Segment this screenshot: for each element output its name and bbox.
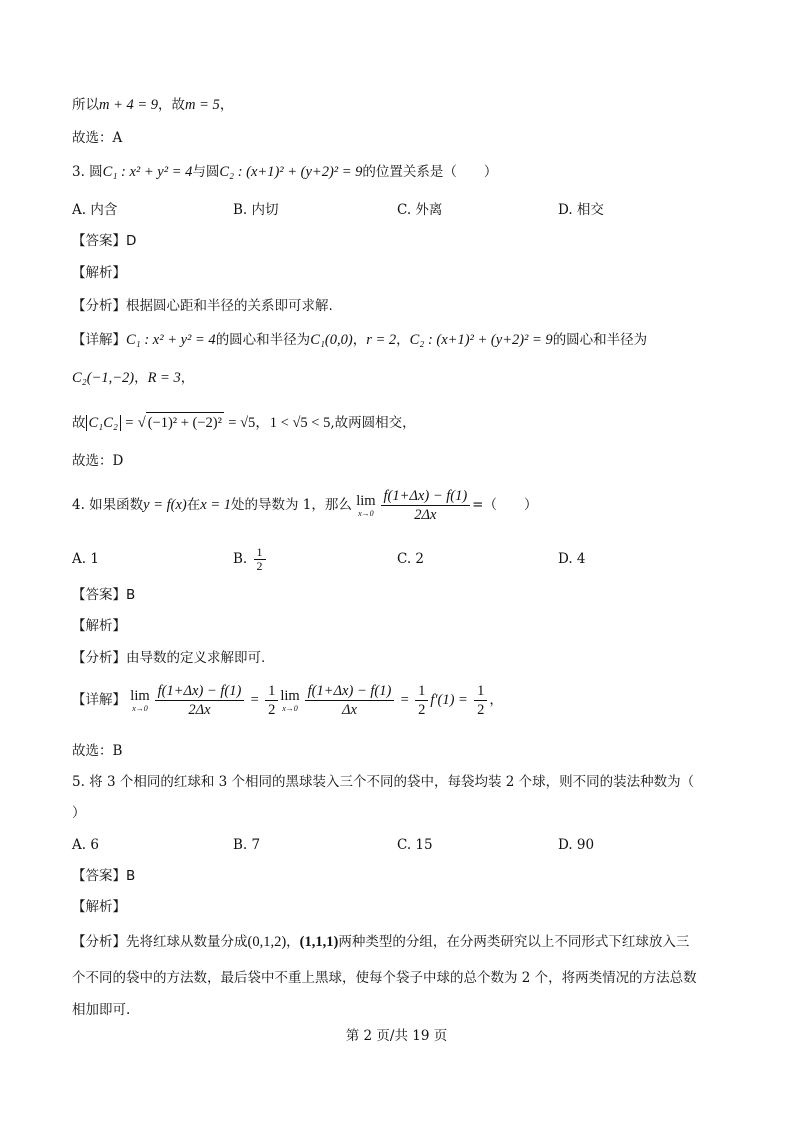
text: 先将红球从数量分成 bbox=[126, 934, 248, 950]
analysis-line bbox=[72, 296, 333, 316]
math-expr: m = 5 bbox=[185, 97, 220, 113]
math-expr: = bbox=[400, 692, 409, 708]
fraction bbox=[474, 682, 487, 719]
analysis-tag: 【分析】 bbox=[72, 650, 126, 666]
numerator: 1 bbox=[415, 682, 428, 701]
limit-operator bbox=[130, 688, 149, 714]
lim-subscript: x→0 bbox=[132, 703, 148, 713]
text: ， bbox=[219, 97, 234, 113]
limit-operator bbox=[280, 688, 299, 714]
text: 处的导数为 1，那么 bbox=[231, 497, 352, 513]
option-c: C. 15 bbox=[397, 837, 433, 853]
option-a: A. 内含 bbox=[72, 202, 118, 218]
math-expr: C₂ : (x+1)² + (y+2)² = 9 bbox=[409, 332, 553, 348]
lim-subscript: x→0 bbox=[358, 508, 374, 518]
numerator: 1 bbox=[265, 682, 278, 701]
answer-value: D bbox=[126, 233, 137, 249]
analysis-heading: 【解析】 bbox=[72, 618, 126, 634]
analysis-line: 个不同的袋中的方法数，最后袋中不重上黑球，使每个袋子中球的总个数为 2 个，将两类情况的方法总数 bbox=[72, 970, 697, 986]
lim-text: lim bbox=[356, 492, 376, 509]
math-expr: (−1)² + (−2)² bbox=[146, 412, 224, 433]
text: ， bbox=[286, 934, 300, 950]
text: ， bbox=[489, 692, 503, 708]
fraction bbox=[305, 682, 395, 719]
math-expr: C₂(−1,−2) bbox=[72, 370, 135, 386]
detail-line bbox=[72, 330, 647, 350]
math-expr: R = 3 bbox=[147, 370, 181, 386]
fraction bbox=[381, 487, 471, 524]
detail-line bbox=[72, 680, 503, 720]
option-d: D. 相交 bbox=[558, 202, 604, 218]
denominator: 2Δx bbox=[414, 507, 437, 523]
answer-line bbox=[72, 585, 135, 605]
numerator: 1 bbox=[254, 546, 266, 560]
text: 由导数的定义求解即可. bbox=[126, 650, 266, 666]
lim-text: lim bbox=[280, 687, 300, 704]
text: 的圆心和半径为 bbox=[552, 332, 648, 348]
fraction bbox=[155, 682, 245, 719]
option-c: C. 外离 bbox=[397, 202, 443, 218]
question-3 bbox=[72, 162, 497, 182]
fraction bbox=[254, 546, 266, 573]
text: ， bbox=[180, 370, 195, 386]
numerator: f(1+Δx) − f(1) bbox=[155, 682, 245, 701]
text: 所以 bbox=[72, 97, 99, 113]
math-expr: (0,1,2) bbox=[247, 934, 287, 950]
lim-subscript: x→0 bbox=[282, 703, 298, 713]
answer-tag: 【答案】 bbox=[72, 233, 126, 249]
question-5: 5. 将 3 个相同的红球和 3 个相同的黑球装入三个不同的袋中，每袋均装 2 个球，则不同的装法种数为（ bbox=[72, 774, 695, 790]
question-number: 4. 如果函数 bbox=[72, 497, 144, 513]
detail-line bbox=[72, 412, 416, 433]
math-expr: C₁ : x² + y² = 4 bbox=[102, 164, 193, 180]
math-expr: r = 2 bbox=[366, 332, 397, 348]
analysis-line: 相加即可. bbox=[72, 1002, 131, 1018]
option-label: B. bbox=[233, 551, 248, 567]
text: ， bbox=[396, 332, 410, 348]
option-b bbox=[233, 541, 268, 577]
text: ， bbox=[352, 332, 367, 348]
text: ，故 bbox=[158, 97, 186, 113]
analysis-tag: 【分析】 bbox=[72, 934, 126, 950]
option-c: C. 2 bbox=[397, 551, 425, 567]
text: 根据圆心距和半径的关系即可求解. bbox=[126, 298, 333, 314]
numerator: f(1+Δx) − f(1) bbox=[305, 682, 395, 701]
math-expr: = bbox=[250, 692, 259, 708]
option-b: B. 内切 bbox=[233, 202, 279, 218]
answer-choice-line: 故选：B bbox=[72, 743, 123, 759]
math-expr: C₁(0,0) bbox=[310, 332, 353, 348]
math-expr: x = 1 bbox=[200, 497, 231, 513]
option-d: D. 4 bbox=[558, 551, 586, 567]
denominator: 2 bbox=[477, 702, 485, 718]
option-a: A. 1 bbox=[72, 551, 99, 567]
text: ,故两圆相交， bbox=[330, 415, 416, 431]
sqrt-sign: √ bbox=[137, 415, 146, 431]
numerator: 1 bbox=[474, 682, 487, 701]
detail-tag: 【详解】 bbox=[72, 332, 126, 348]
math-expr: = √5 bbox=[228, 415, 256, 431]
answer-line bbox=[72, 231, 136, 251]
text-line bbox=[72, 95, 233, 115]
denominator: 2 bbox=[268, 702, 276, 718]
denominator: 2 bbox=[418, 702, 426, 718]
math-expr: y = f(x) bbox=[143, 497, 187, 513]
text: ， bbox=[134, 370, 148, 386]
answer-line bbox=[72, 866, 135, 886]
limit-operator bbox=[356, 493, 375, 519]
answer-tag: 【答案】 bbox=[72, 587, 126, 603]
text: 与圆 bbox=[192, 164, 220, 180]
analysis-heading: 【解析】 bbox=[72, 265, 126, 281]
answer-value: B bbox=[126, 587, 136, 603]
analysis-line bbox=[72, 932, 689, 952]
denominator: Δx bbox=[342, 702, 357, 718]
denominator: 2Δx bbox=[188, 702, 211, 718]
numerator: f(1+Δx) − f(1) bbox=[381, 487, 471, 506]
fraction bbox=[415, 682, 428, 719]
math-expr: m + 4 = 9 bbox=[99, 97, 159, 113]
math-expr: (1,1,1) bbox=[299, 934, 339, 950]
answer-choice-line: 故选：A bbox=[72, 130, 123, 146]
math-expr: f′(1) = bbox=[430, 692, 468, 708]
question-number: 3. 圆 bbox=[72, 164, 103, 180]
analysis-tag: 【分析】 bbox=[72, 298, 126, 314]
fraction bbox=[265, 682, 278, 719]
analysis-line bbox=[72, 648, 265, 668]
option-d: D. 90 bbox=[558, 837, 595, 853]
question-5-cont: ） bbox=[72, 805, 86, 821]
math-expr: C₁C₂ bbox=[86, 415, 121, 431]
option-b: B. 7 bbox=[233, 837, 261, 853]
denominator: 2 bbox=[256, 559, 263, 573]
lim-text: lim bbox=[130, 687, 150, 704]
text: 两种类型的分组，在分两类研究以上不同形式下红球放入三 bbox=[338, 934, 690, 950]
text: 的位置关系是（ ） bbox=[362, 164, 498, 180]
math-expr: = bbox=[125, 415, 134, 431]
answer-value: B bbox=[126, 868, 136, 884]
text: 在 bbox=[186, 497, 201, 513]
detail-tag: 【详解】 bbox=[72, 692, 126, 708]
math-expr: ，1 < √5 < 5 bbox=[255, 415, 331, 431]
text: =（ ） bbox=[472, 497, 538, 513]
math-expr: C₁ : x² + y² = 4 bbox=[126, 332, 216, 348]
analysis-heading: 【解析】 bbox=[72, 899, 126, 915]
question-4 bbox=[72, 487, 537, 524]
detail-line bbox=[72, 368, 194, 388]
page-footer: 第 2 页/共 19 页 bbox=[345, 1028, 448, 1044]
text: 故 bbox=[72, 415, 86, 431]
option-a: A. 6 bbox=[72, 837, 99, 853]
answer-tag: 【答案】 bbox=[72, 868, 126, 884]
text: 的圆心和半径为 bbox=[215, 332, 311, 348]
answer-choice-line: 故选：D bbox=[72, 453, 124, 469]
math-expr: C₂ : (x+1)² + (y+2)² = 9 bbox=[219, 164, 363, 180]
